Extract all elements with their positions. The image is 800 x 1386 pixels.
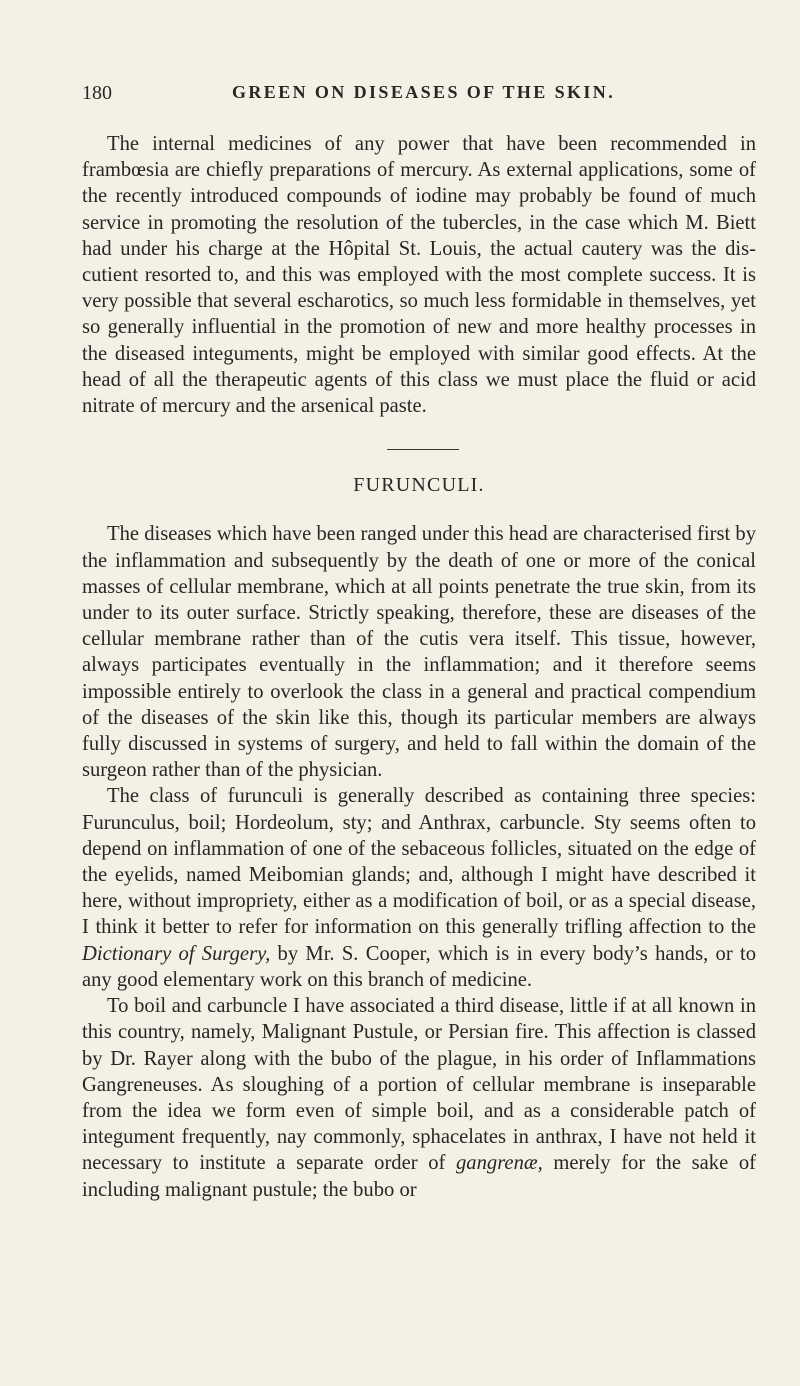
running-title: GREEN ON DISEASES OF THE SKIN. <box>232 82 616 102</box>
paragraph-malignant-pustule <box>82 993 756 1203</box>
paragraph-furunculi-intro: The diseases which have been ranged under this head are characterised first by the inflammation and subsequently by the death of one or more of the conical masses of cellular membrane, which at all points penetrate the true skin, from its under to its outer surface. Strictly speaking, therefore, these are diseases of the cellular membrane rather than of the cutis vera itself. This tissue, however, always participates eventually in the inflammation; and it therefore seems impossible entirely to overlook the class in a general and practical compendium of the diseases of the skin like this, though its particular members are always fully discussed in systems of surgery, and held to fall within the domain of the surgeon rather than of the physician. <box>82 523 756 782</box>
section-divider <box>387 449 459 450</box>
paragraph-furunculi-species <box>82 783 756 993</box>
page-number: 180 <box>82 82 112 104</box>
paragraph-text: To boil and carbuncle I have associated a third disease, little if at all known in this country, namely, Malignant Pustule, or Persian fire. This affection is classed by Dr. Rayer along with the bubo of the plague, in his order of Inflammations Gangreneuses. As sloughing of a portion of cellular membrane is inseparable from the idea we form even of simple boil, and as a considerable patch of integument frequently, nay commonly, sphacelates in anthrax, I have not held it necessary to institute a separate order of <box>82 995 756 1175</box>
book-page <box>82 82 756 1203</box>
paragraph-frambœsia-treatment: The internal medicines of any power that have been recommended in frambœsia are chiefly preparations of mercury. As external applications, some of the recently introduced compounds of iodine may probably be found of much service in promoting the resolution of the tubercles, in the case which M. Biett had under his charge at the Hôpital St. Louis, the actual cautery was the discutient resorted to, and this was employed with the most complete success. It is very possible that several escharotics, so much less formidable in themselves, yet so generally influential in the promotion of new and more healthy processes in the diseased integuments, might be employed with similar good effects. At the head of all the therapeutic agents of this class we must place the fluid or acid nitrate of mercury and the arsenical paste. <box>82 133 756 418</box>
paragraph-text: by Mr. S. Cooper, which is in every body’s hands, or to any good elementary work on this branch of medicine. <box>82 942 756 991</box>
italic-term: gangrenæ, <box>456 1152 543 1175</box>
section-heading: FURUNCULI. <box>353 474 485 497</box>
italic-title: Dictionary of Surgery, <box>82 942 271 965</box>
body-text <box>82 131 756 1203</box>
running-head <box>82 82 756 112</box>
paragraph-text: merely for the sake of including malignant pustule; the bubo or <box>82 1152 756 1201</box>
paragraph-text: The class of furunculi is generally described as containing three species: Furunculus, boil; Hordeolum, sty; and Anthrax, carbuncle. Sty seems often to depend on inflammation of one of the sebaceous follicles, situated on the edge of the eyelids, named Meibomian glands; and, although I might have described it here, without impropriety, either as a modification of boil, or as a special disease, I think it better to refer for information on this generally trifling affection to the <box>82 785 756 939</box>
